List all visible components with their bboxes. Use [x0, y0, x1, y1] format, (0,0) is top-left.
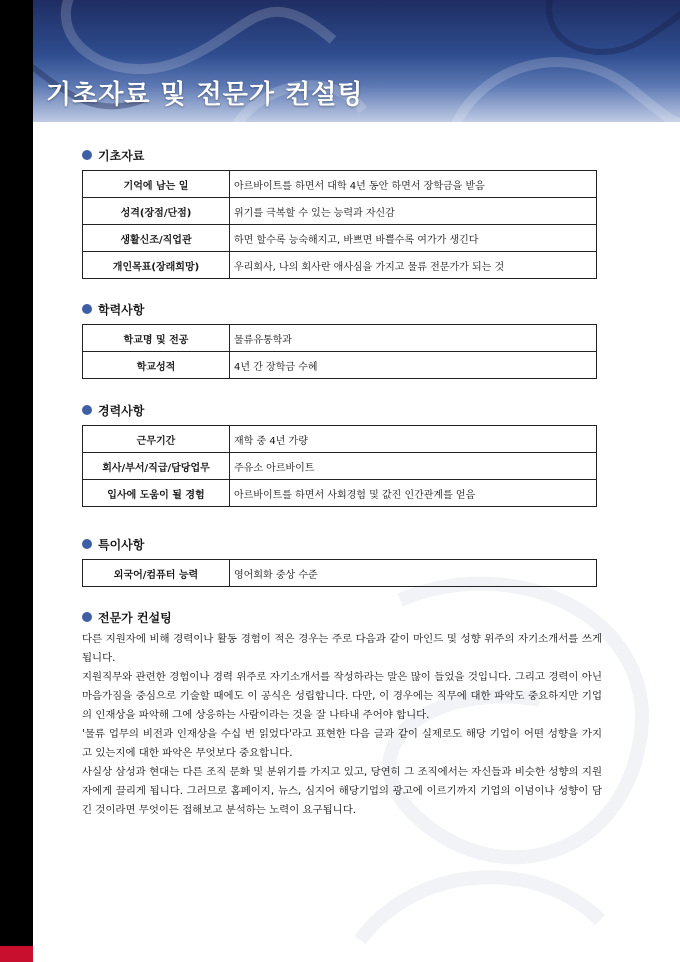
- table-row: [83, 352, 597, 379]
- section-career: [82, 401, 597, 507]
- table-row: [83, 252, 597, 279]
- table-row: [83, 325, 597, 352]
- row-value: 우리회사, 나의 회사란 애사심을 가지고 물류 전문가가 되는 것: [230, 252, 597, 279]
- left-red-accent: [0, 946, 33, 962]
- row-label: 회사/부서/직급/담당업무: [83, 453, 230, 480]
- section-consulting: [82, 608, 602, 820]
- table-row: [83, 198, 597, 225]
- row-label: 외국어/컴퓨터 능력: [83, 560, 230, 587]
- table-row: [83, 426, 597, 453]
- row-label: 성격(장점/단점): [83, 198, 230, 225]
- section-education: [82, 300, 597, 379]
- section-title-consulting: 전문가 컨설팅: [82, 608, 597, 626]
- row-value: 주유소 아르바이트: [230, 453, 597, 480]
- row-value: 재학 중 4년 가량: [230, 426, 597, 453]
- consulting-paragraph: 지원직무와 관련한 경험이나 경력 위주로 자기소개서를 작성하라는 말은 많이 들었을 것입니다. 그리고 경력이 아닌 마음가짐을 중심으로 기술할 때에도 이 공식은 성립합니다. 다만, 이 경우에는 직무에 대한 파악도 중요하지만 기업의 인재상을 파악해 그에 상응하는 사람이라는 것을 잘 나타내 주어야 합니다.: [82, 671, 602, 721]
- row-label: 근무기간: [83, 426, 230, 453]
- row-value: 아르바이트를 하면서 사회경험 및 값진 인간관계를 얻음: [230, 480, 597, 507]
- consulting-paragraph: 사실상 삼성과 현대는 다른 조직 문화 및 분위기를 가지고 있고, 당연히 그 조직에서는 자신들과 비슷한 성향의 지원자에게 끌리게 됩니다. 그러므로 홈페이지, 뉴스, 심지어 해당기업의 광고에 이르기까지 기업의 이념이나 성향이 담긴 것이라면 무엇이든 접해보고 분석하는 노력이 요구됩니다.: [82, 766, 602, 816]
- circle-bullet-icon: [82, 612, 92, 622]
- circle-bullet-icon: [82, 304, 92, 314]
- section-title-education: 학력사항: [82, 300, 597, 318]
- table-row: [83, 560, 597, 587]
- education-table: [82, 324, 597, 379]
- row-value: 위기를 극복할 수 있는 능력과 자신감: [230, 198, 597, 225]
- row-value: 4년 간 장학금 수혜: [230, 352, 597, 379]
- circle-bullet-icon: [82, 150, 92, 160]
- row-label: 기억에 남는 일: [83, 171, 230, 198]
- row-label: 개인목표(장래희망): [83, 252, 230, 279]
- row-value: 영어회화 중상 수준: [230, 560, 597, 587]
- left-black-bar: [0, 0, 33, 962]
- row-label: 입사에 도움이 될 경험: [83, 480, 230, 507]
- section-special: [82, 535, 597, 587]
- circle-bullet-icon: [82, 405, 92, 415]
- career-table: [82, 425, 597, 507]
- page-title: 기초자료 및 전문가 컨설팅: [46, 80, 364, 110]
- consulting-paragraph: 다른 지원자에 비해 경력이나 활동 경험이 적은 경우는 주로 다음과 같이 마인드 및 성향 위주의 자기소개서를 쓰게 됩니다.: [82, 633, 602, 664]
- section-title-basic: 기초자료: [82, 146, 597, 164]
- circle-bullet-icon: [82, 539, 92, 549]
- table-row: [83, 171, 597, 198]
- row-label: 학교성적: [83, 352, 230, 379]
- basic-info-table: [82, 170, 597, 279]
- section-title-career: 경력사항: [82, 401, 597, 419]
- section-basic: [82, 146, 597, 279]
- section-title-special: 특이사항: [82, 535, 597, 553]
- table-row: [83, 453, 597, 480]
- consulting-paragraph: '물류 업무의 비전과 인재상을 수십 번 읽었다'라고 표현한 다음 글과 같이 실제로도 해당 기업이 어떤 성향을 가지고 있는지에 대한 파악은 무엇보다 중요합니다.: [82, 728, 602, 759]
- consulting-body: [82, 630, 602, 820]
- row-value: 하면 할수록 능숙해지고, 바쁘면 바쁠수록 여가가 생긴다: [230, 225, 597, 252]
- row-label: 생활신조/직업관: [83, 225, 230, 252]
- special-table: [82, 559, 597, 587]
- row-label: 학교명 및 전공: [83, 325, 230, 352]
- table-row: [83, 480, 597, 507]
- table-row: [83, 225, 597, 252]
- row-value: 물류유통학과: [230, 325, 597, 352]
- row-value: 아르바이트를 하면서 대학 4년 동안 하면서 장학금을 받음: [230, 171, 597, 198]
